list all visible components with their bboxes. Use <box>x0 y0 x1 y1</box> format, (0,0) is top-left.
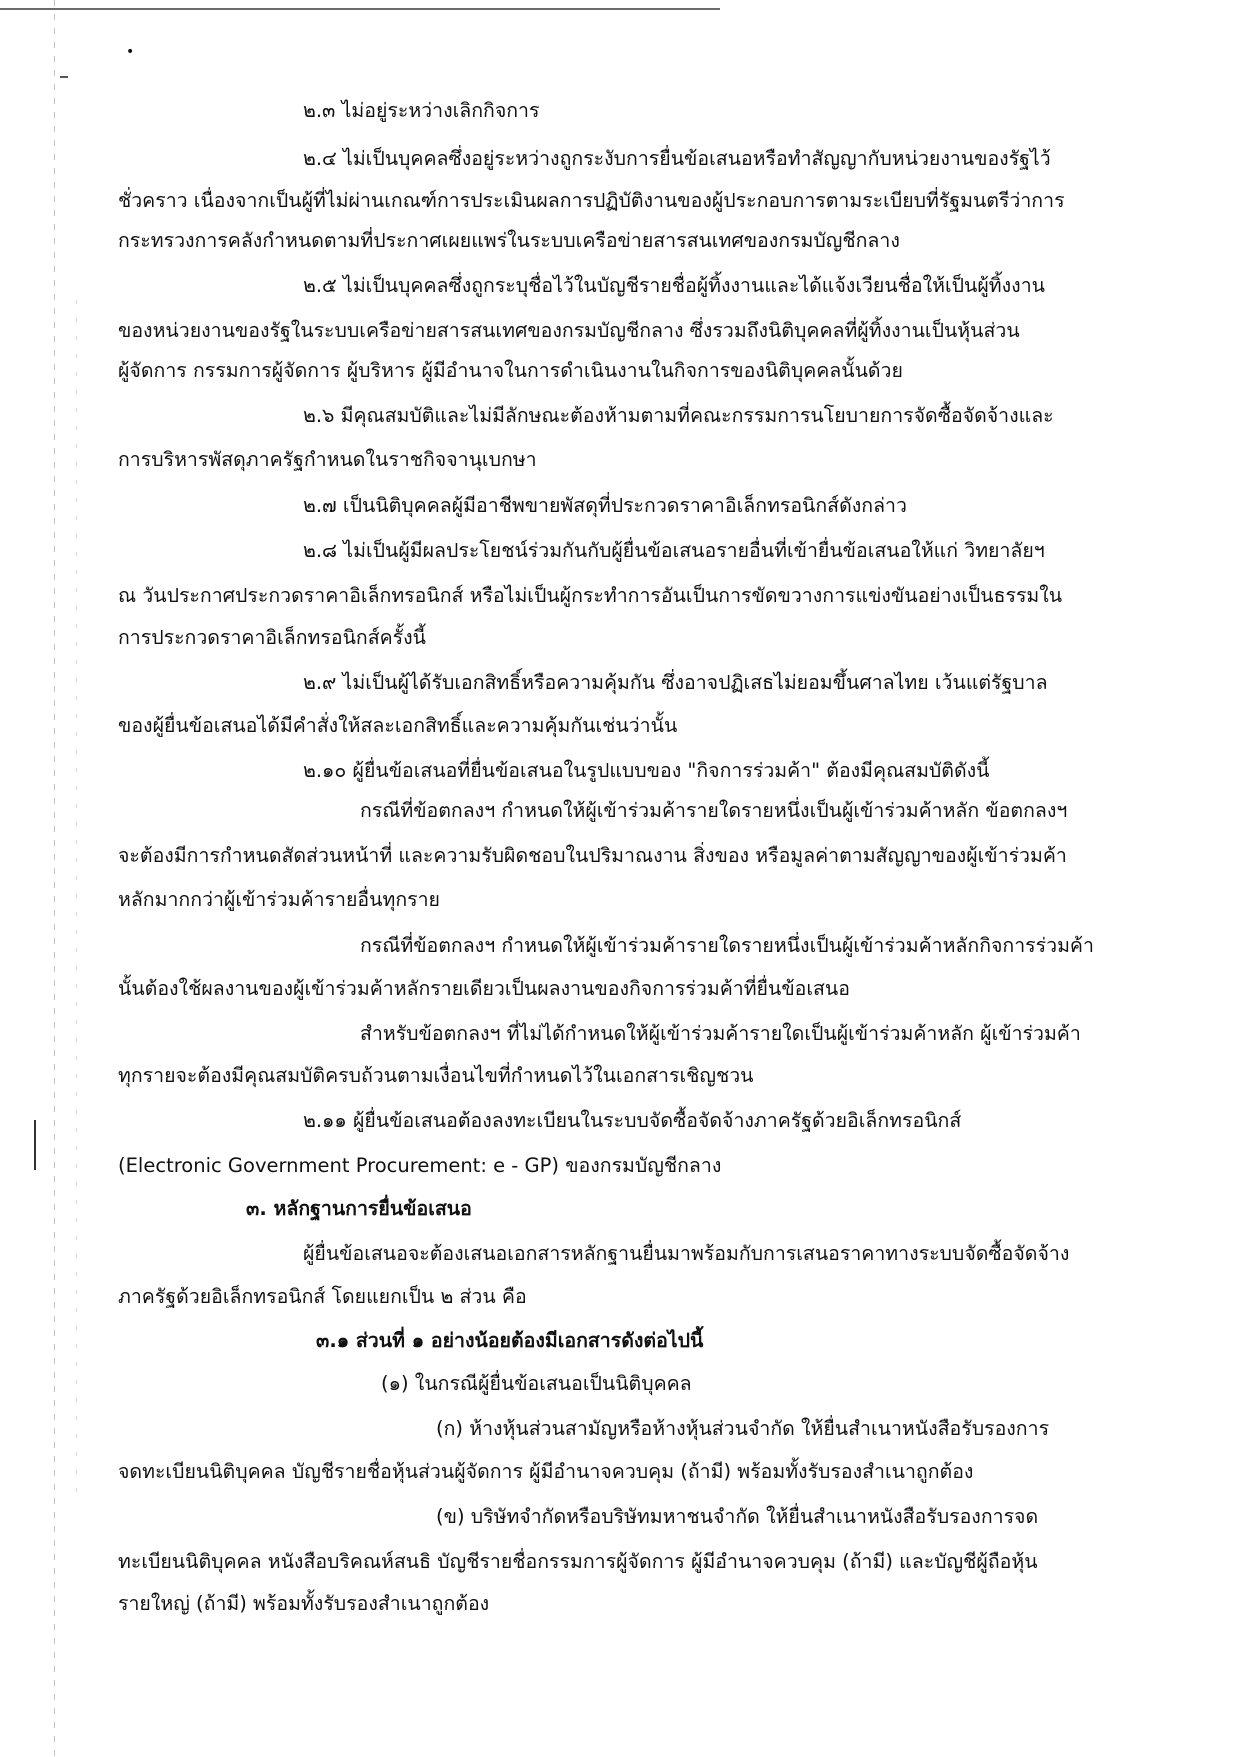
scan-dot: • <box>126 44 135 60</box>
paragraph-line: การบริหารพัสดุภาครัฐกำหนดในราชกิจจานุเบกษา <box>118 448 537 471</box>
paragraph-line: ของผู้ยื่นข้อเสนอได้มีคำสั่งให้สละเอกสิทธิ์และความคุ้มกันเช่นว่านั้น <box>118 714 678 737</box>
scan-artifact-left-inner <box>76 300 77 1500</box>
clause-2-6: ๒.๖ มีคุณสมบัติและไม่มีลักษณะต้องห้ามตามที่คณะกรรมการนโยบายการจัดซื้อจัดจ้างและ <box>303 404 1054 427</box>
paragraph-line: นั้นต้องใช้ผลงานของผู้เข้าร่วมค้าหลักรายเดียวเป็นผลงานของกิจการร่วมค้าที่ยื่นข้อเสนอ <box>118 977 850 1000</box>
paragraph-line: ของหน่วยงานของรัฐในระบบเครือข่ายสารสนเทศของกรมบัญชีกลาง ซึ่งรวมถึงนิติบุคคลที่ผู้ทิ้งงานเป็นหุ้นส่วน <box>118 319 1020 342</box>
paragraph-line: ณ วันประกาศประกวดราคาอิเล็กทรอนิกส์ หรือไม่เป็นผู้กระทำการอันเป็นการขัดขวางการแข่งขันอย่างเป็นธรรมใน <box>118 584 1063 607</box>
item-kho: (ข) บริษัทจำกัดหรือบริษัทมหาชนจำกัด ให้ยื่นสำเนาหนังสือรับรองการจด <box>436 1505 1039 1528</box>
item-1: (๑) ในกรณีผู้ยื่นข้อเสนอเป็นนิติบุคคล <box>381 1372 692 1395</box>
clause-2-5: ๒.๕ ไม่เป็นบุคคลซึ่งถูกระบุชื่อไว้ในบัญชีรายชื่อผู้ทิ้งงานและได้แจ้งเวียนชื่อให้เป็นผู้ทิ้งงาน <box>303 274 1045 297</box>
paragraph-line: ทะเบียนนิติบุคคล หนังสือบริคณห์สนธิ บัญชีรายชื่อกรรมการผู้จัดการ ผู้มีอำนาจควบคุม (ถ้ามี) และบัญชีผู้ถือหุ้น <box>118 1550 1038 1573</box>
scan-top-border <box>0 8 720 10</box>
clause-2-10: ๒.๑๐ ผู้ยื่นข้อเสนอที่ยื่นข้อเสนอในรูปแบบของ "กิจการร่วมค้า" ต้องมีคุณสมบัติดังนี้ <box>303 759 990 782</box>
subsection-3-1-heading: ๓.๑ ส่วนที่ ๑ อย่างน้อยต้องมีเอกสารดังต่อไปนี้ <box>316 1329 704 1352</box>
paragraph-line: หลักมากกว่าผู้เข้าร่วมค้ารายอื่นทุกราย <box>118 888 440 911</box>
scan-mark <box>34 1120 36 1170</box>
paragraph-line: จดทะเบียนนิติบุคคล บัญชีรายชื่อหุ้นส่วนผู้จัดการ ผู้มีอำนาจควบคุม (ถ้ามี) พร้อมทั้งรับรองสำเนาถูกต้อง <box>118 1460 974 1483</box>
paragraph-line: สำหรับข้อตกลงฯ ที่ไม่ได้กำหนดให้ผู้เข้าร่วมค้ารายใดเป็นผู้เข้าร่วมค้าหลัก ผู้เข้าร่วมค้า <box>360 1022 1081 1045</box>
paragraph-line: ทุกรายจะต้องมีคุณสมบัติครบถ้วนตามเงื่อนไขที่กำหนดไว้ในเอกสารเชิญชวน <box>118 1064 754 1087</box>
item-ka: (ก) ห้างหุ้นส่วนสามัญหรือห้างหุ้นส่วนจำกัด ให้ยื่นสำเนาหนังสือรับรองการ <box>436 1417 1050 1440</box>
paragraph-line: รายใหญ่ (ถ้ามี) พร้อมทั้งรับรองสำเนาถูกต้อง <box>118 1592 490 1615</box>
paragraph-line: ชั่วคราว เนื่องจากเป็นผู้ที่ไม่ผ่านเกณฑ์การประเมินผลการปฏิบัติงานของผู้ประกอบการตามระเบียบที่รัฐมนตรีว่าการ <box>118 189 1065 212</box>
clause-2-8: ๒.๘ ไม่เป็นผู้มีผลประโยชน์ร่วมกันกับผู้ยื่นข้อเสนอรายอื่นที่เข้ายื่นข้อเสนอให้แก่ วิทยาลัยฯ <box>303 539 1045 562</box>
paragraph-line: ผู้จัดการ กรรมการผู้จัดการ ผู้บริหาร ผู้มีอำนาจในการดำเนินงานในกิจการของนิติบุคคลนั้นด้วย <box>118 359 903 382</box>
paragraph-line: (Electronic Government Procurement: e - GP) ของกรมบัญชีกลาง <box>118 1154 722 1177</box>
paragraph-line: การประกวดราคาอิเล็กทรอนิกส์ครั้งนี้ <box>118 626 426 649</box>
paragraph-line: กรณีที่ข้อตกลงฯ กำหนดให้ผู้เข้าร่วมค้ารายใดรายหนึ่งเป็นผู้เข้าร่วมค้าหลักกิจการร่วมค้า <box>360 934 1094 957</box>
paragraph-line: ภาครัฐด้วยอิเล็กทรอนิกส์ โดยแยกเป็น ๒ ส่วน คือ <box>118 1285 527 1308</box>
section-3-heading: ๓. หลักฐานการยื่นข้อเสนอ <box>246 1197 472 1220</box>
scan-mark <box>60 76 68 78</box>
paragraph-line: ผู้ยื่นข้อเสนอจะต้องเสนอเอกสารหลักฐานยื่นมาพร้อมกับการเสนอราคาทางระบบจัดซื้อจัดจ้าง <box>303 1242 1070 1265</box>
clause-2-9: ๒.๙ ไม่เป็นผู้ได้รับเอกสิทธิ์หรือความคุ้มกัน ซึ่งอาจปฏิเสธไม่ยอมขึ้นศาลไทย เว้นแต่รัฐบาล <box>303 671 1048 694</box>
clause-2-7: ๒.๗ เป็นนิติบุคคลผู้มีอาชีพขายพัสดุที่ประกวดราคาอิเล็กทรอนิกส์ดังกล่าว <box>303 494 907 517</box>
paragraph-line: กระทรวงการคลังกำหนดตามที่ประกาศเผยแพร่ในระบบเครือข่ายสารสนเทศของกรมบัญชีกลาง <box>118 229 900 252</box>
clause-2-11: ๒.๑๑ ผู้ยื่นข้อเสนอต้องลงทะเบียนในระบบจัดซื้อจัดจ้างภาครัฐด้วยอิเล็กทรอนิกส์ <box>303 1109 962 1132</box>
clause-2-3: ๒.๓ ไม่อยู่ระหว่างเลิกกิจการ <box>303 99 540 122</box>
scan-artifact-left <box>54 0 55 1757</box>
paragraph-line: กรณีที่ข้อตกลงฯ กำหนดให้ผู้เข้าร่วมค้ารายใดรายหนึ่งเป็นผู้เข้าร่วมค้าหลัก ข้อตกลงฯ <box>360 799 1068 822</box>
clause-2-4: ๒.๔ ไม่เป็นบุคคลซึ่งอยู่ระหว่างถูกระงับการยื่นข้อเสนอหรือทำสัญญากับหน่วยงานของรัฐไว้ <box>303 147 1051 170</box>
paragraph-line: จะต้องมีการกำหนดสัดส่วนหน้าที่ และความรับผิดชอบในปริมาณงาน สิ่งของ หรือมูลค่าตามสัญญาของผู้เข้าร่วมค้า <box>118 844 1067 867</box>
